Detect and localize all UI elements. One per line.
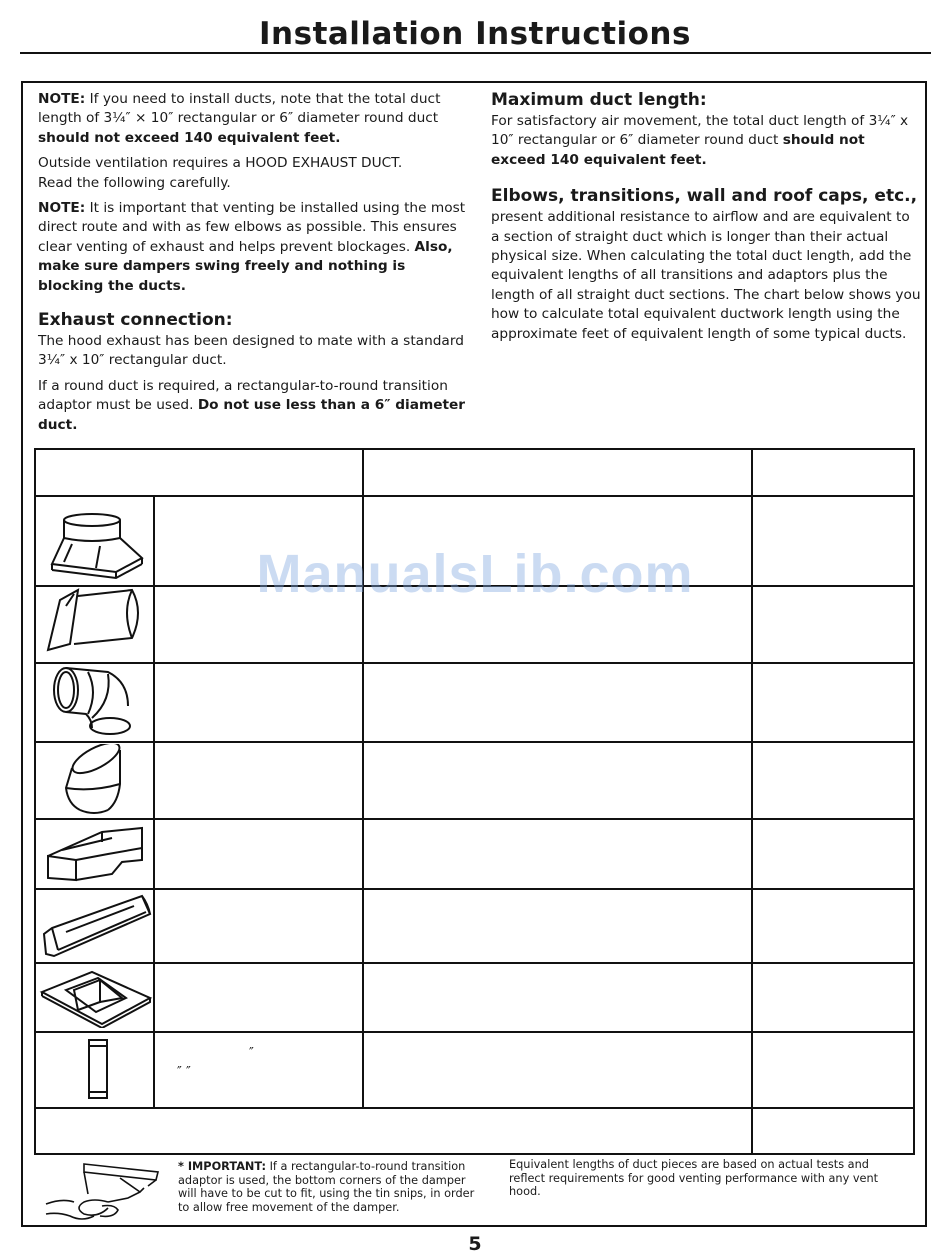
note-bold: should not exceed 140 equivalent feet. xyxy=(38,129,341,146)
tin-snips-icon xyxy=(44,1158,166,1224)
outside-line-1: Outside ventilation requires a HOOD EXHAUST DUCT. xyxy=(38,155,403,172)
table-row-divider xyxy=(36,888,913,890)
exhaust-bold: Do not use less than a 6″ diameter duct. xyxy=(38,397,466,433)
table-row-divider xyxy=(36,818,913,820)
exhaust-text: If a round duct is required, a rectangular-to-round transition adaptor must be used. xyxy=(38,377,448,414)
table-row-divider xyxy=(36,741,913,743)
page-number: 5 xyxy=(468,1233,482,1255)
outside-line-2: Read the following carefully. xyxy=(38,174,231,191)
inch-mark: ″ xyxy=(249,1046,254,1061)
watermark: ManualsLib.com xyxy=(256,544,694,604)
note-text: It is important that venting be installed using the most direct route and with as few elbows as possible. This ensures clear venting of exhaust and helps prevent blockages. xyxy=(38,200,466,255)
rectangular-elbow-90-icon xyxy=(42,822,148,884)
right-column xyxy=(491,88,921,350)
table-row-divider xyxy=(36,495,913,497)
max-duct-paragraph xyxy=(491,112,921,170)
inch-mark: ″ ″ xyxy=(177,1065,191,1080)
elbows-heading: Elbows, transitions, wall and roof caps, etc., xyxy=(491,186,918,207)
elbows-paragraph: present additional resistance to airflow and are equivalent to a section of straight duct which is longer than their actual physical size. When calculating the total duct length, add the equivalent lengths of all transitions and adaptors plus the length of all straight duct sections. The chart below shows you how to calculate total equivalent ductwork length using the approximate feet of equivalent length of some typical ducts. xyxy=(491,209,921,342)
note-venting xyxy=(38,199,468,296)
note-label: NOTE: xyxy=(38,200,86,217)
important-text: If a rectangular-to-round transition adaptor is used, the bottom corners of the damper will have to be cut to fit, using the tin snips, in order to allow free movement of the damper. xyxy=(178,1160,475,1215)
important-footnote xyxy=(178,1160,478,1215)
exhaust-paragraph-2 xyxy=(38,377,468,435)
roof-cap-icon xyxy=(38,966,154,1028)
outside-ventilation xyxy=(38,154,468,193)
exhaust-heading: Exhaust connection: xyxy=(38,310,233,331)
max-duct-text: For satisfactory air movement, the total duct length of 3¼″ x 10″ rectangular or 6″ diameter round duct xyxy=(491,113,909,149)
table-row-divider xyxy=(36,662,913,664)
note-bold: Also, make sure dampers swing freely and nothing is blocking the ducts. xyxy=(38,238,453,294)
note-label: NOTE: xyxy=(38,91,86,107)
left-column xyxy=(38,90,468,441)
important-label: * IMPORTANT: xyxy=(178,1160,266,1173)
equivalent-footnote: Equivalent lengths of duct pieces are based on actual tests and reflect requirements for good venting performance with any vent hood. xyxy=(509,1158,879,1199)
note-text: If you need to install ducts, note that the total duct length of 3¼″ × 10″ rectangular or 6″ diameter round duct xyxy=(38,91,441,127)
rectangular-elbow-flat-icon xyxy=(38,892,152,960)
note-ducts xyxy=(38,90,468,148)
table-row-divider xyxy=(36,962,913,964)
straight-duct-icon xyxy=(86,1036,110,1102)
elbow-45-icon xyxy=(58,744,130,816)
page-title: Installation Instructions xyxy=(259,16,691,52)
max-duct-bold: should not exceed 140 equivalent feet. xyxy=(491,132,865,168)
table-row-divider xyxy=(36,1107,913,1109)
elbow-90-icon xyxy=(48,666,138,736)
exhaust-paragraph-1: The hood exhaust has been designed to mate with a standard 3¼″ x 10″ rectangular duct. xyxy=(38,333,464,369)
table-row-divider xyxy=(36,1031,913,1033)
max-duct-heading: Maximum duct length: xyxy=(491,90,707,110)
title-rule xyxy=(20,52,931,54)
